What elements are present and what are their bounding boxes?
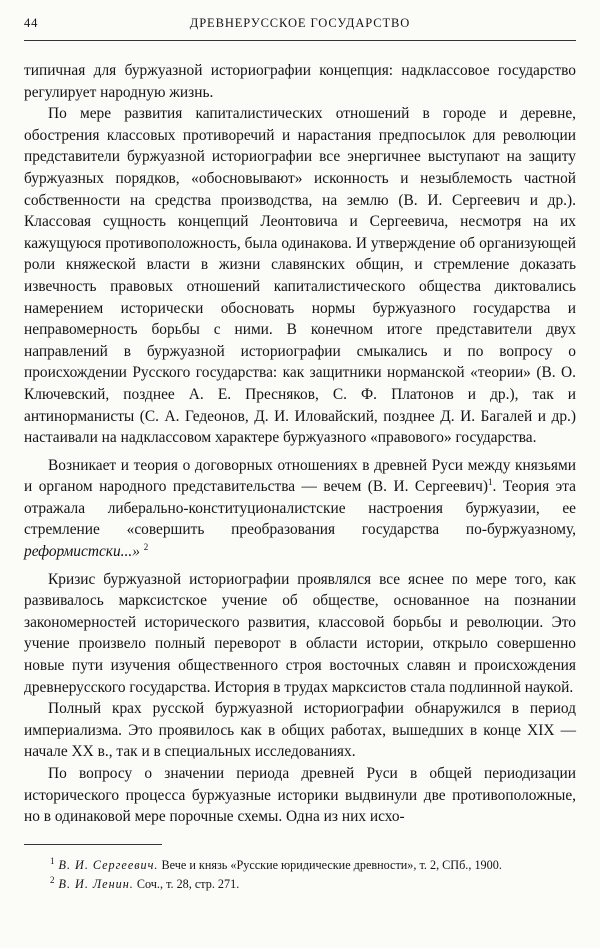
paragraph-3-text-b: . Теория эта отражала либерально-конституционалистские настроения буржуазии, ее стремление «совершить преобразования государства по-буржуазному, (24, 478, 576, 539)
paragraph-3-text-a: Возникает и теория о договорных отношениях в древней Руси между князьями и органом народного представительства — вечем (В. И. Сергеевич) (24, 456, 576, 496)
footnote-1 (24, 856, 576, 875)
footnote-2 (24, 875, 576, 894)
paragraph-5: Полный крах русской буржуазной историографии обнаружился в период империализма. Это проявилось как в общих работах, вышедших в конце XIX — начале XX в., так и в специальных исследованиях. (24, 700, 576, 761)
footnote-text: Вече и князь «Русские юридические древности», т. 2, СПб., 1900. (161, 858, 502, 872)
paragraph-6: По вопросу о значении периода древней Руси в общей периодизации исторического процесса буржуазные историки выдвинули две противоположные, но в одинаковой мере порочные схемы. Одна из них исхо- (24, 765, 576, 826)
header-rule (24, 40, 576, 41)
footnote-number: 1 (50, 856, 55, 866)
footnote-text: Соч., т. 28, стр. 271. (136, 877, 240, 891)
running-title: ДРЕВНЕРУССКОЕ ГОСУДАРСТВО (189, 16, 411, 30)
footnote-number: 2 (50, 875, 55, 885)
paragraph-1: типичная для буржуазной историографии концепция: надклассовое государство регулирует народную жизнь. (24, 62, 576, 101)
page-header (24, 14, 576, 34)
footnote-ref-1: 1 (488, 477, 493, 488)
footnote-rule (24, 844, 162, 845)
paragraph-4: Кризис буржуазной историографии проявлялся все яснее по мере того, как развивалось марксистское учение об обществе, основанное на познании закономерностей исторического развития, классовой борьбы и революции. Это учение произвело полный переворот в области истории, открыло совершенно новые пути изучения общественного строя восточных славян и происхождения древнерусского государства. История в трудах марксистов стала подлинной наукой. (24, 570, 576, 696)
paragraph-3-quote-italic: реформистски...» (24, 543, 140, 561)
footnotes (24, 856, 576, 894)
footnote-author: В. И. Ленин. (58, 877, 134, 891)
footnote-ref-2: 2 (143, 542, 149, 553)
paragraph-3 (24, 455, 576, 563)
paragraph-2: По мере развития капиталистических отношений в городе и деревне, обострения классовых противоречий и нарастания предпосылок для революции представители буржуазной историографии все энергичнее выступают на защиту буржуазных порядков, «обосновывают» исконность и незыблемость частной собственности на средства производства, на землю (В. И. Сергеевич и др.). Классовая сущность концепций Леонтовича и Сергеевича, несмотря на их кажущуюся противоположность, была одинакова. И утверждение об организующей роли княжеской власти в жизни славянских общин, и стремление доказать извечность правовых отношений капиталистического общества диктовались намерением исторически обосновать нормы буржуазного государства и неправомерность борьбы с ними. В конечном итоге представители двух направлений в буржуазной историографии смыкались и по вопросу о происхождении Русского государства: как защитники норманской «теории» (В. О. Ключевский, позднее А. Е. Пресняков, С. Ф. Платонов и др.), так и антинорманисты (С. А. Гедеонов, Д. И. Иловайский, позднее Д. И. Багалей и др.) настаивали на надклассовом характере буржуазного «правового» государства. (24, 105, 576, 447)
page-number: 44 (24, 16, 39, 30)
footnote-author: В. И. Сергеевич. (58, 858, 159, 872)
main-text (24, 60, 576, 828)
